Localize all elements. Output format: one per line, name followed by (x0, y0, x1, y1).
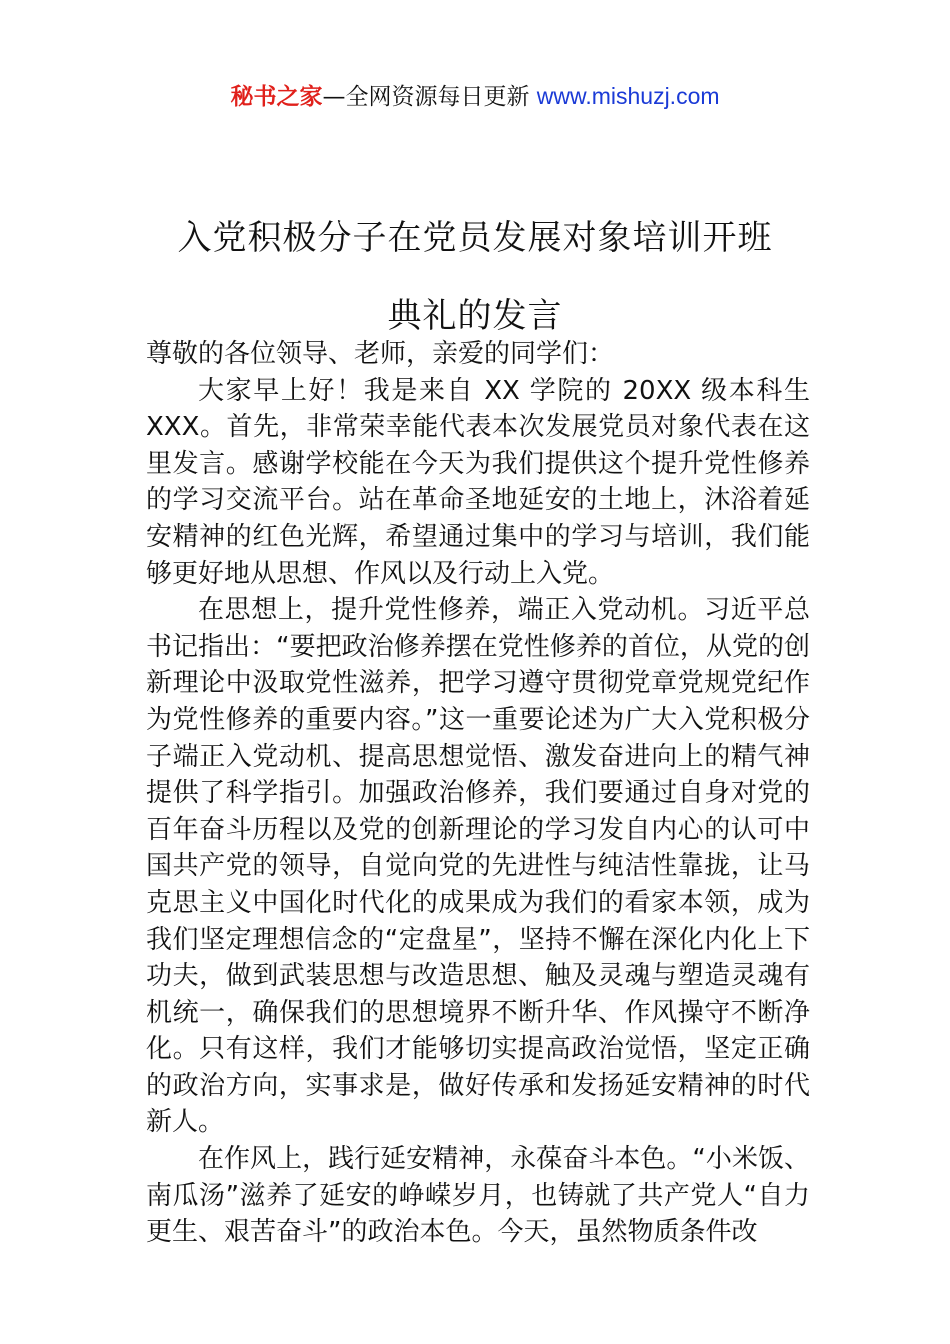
paragraph-intro: 大家早上好！我是来自 XX 学院的 20XX 级本科生 XXX。首先，非常荣幸能代表本次发展党员对象代表在这里发言。感谢学校能在今天为我们提供这个提升党性修养的学习交流平台。站在革命圣地延安的土地上，沐浴着延安精神的红色光辉，希望通过集中的学习与培训，我们能够更好地从思想、作风以及行动上入党。 (146, 375, 810, 589)
title-line-1: 入党积极分子在党员发展对象培训开班 (177, 217, 773, 258)
header-tagline: —全网资源每日更新 (322, 84, 537, 110)
paragraph-style: 在作风上，践行延安精神，永葆奋斗本色。“小米饭、南瓜汤”滋养了延安的峥嵘岁月，也铸就了共产党人“自力更生、艰苦奋斗”的政治本色。今天，虽然物质条件改 (146, 1144, 810, 1248)
title-line-2: 典礼的发言 (387, 295, 563, 336)
document-body (146, 336, 810, 1251)
salutation: 尊敬的各位领导、老师，亲爱的同学们： (146, 339, 615, 369)
brand-name: 秘书之家 (230, 84, 323, 110)
page-header (0, 80, 950, 113)
site-url-link[interactable]: www.mishuzj.com (536, 83, 720, 109)
paragraph-thought: 在思想上，提升党性修养，端正入党动机。习近平总书记指出：“要把政治修养摆在党性修养的首位，从党的创新理论中汲取党性滋养，把学习遵守贯彻党章党规党纪作为党性修养的重要内容。”这一重要论述为广大入党积极分子端正入党动机、提高思想觉悟、激发奋进向上的精气神提供了科学指引。加强政治修养，我们要通过自身对党的百年奋斗历程以及党的创新理论的学习发自内心的认可中国共产党的领导，自觉向党的先进性与纯洁性靠拢，让马克思主义中国化时代化的成果成为我们的看家本领，成为我们坚定理想信念的“定盘星”，坚持不懈在深化内化上下功夫，做到武装思想与改造思想、触及灵魂与塑造灵魂有机统一，确保我们的思想境界不断升华、作风操守不断净化。只有这样，我们才能够切实提高政治觉悟，坚定正确的政治方向，实事求是，做好传承和发扬延安精神的时代新人。 (146, 595, 810, 1138)
document-title (0, 199, 950, 355)
